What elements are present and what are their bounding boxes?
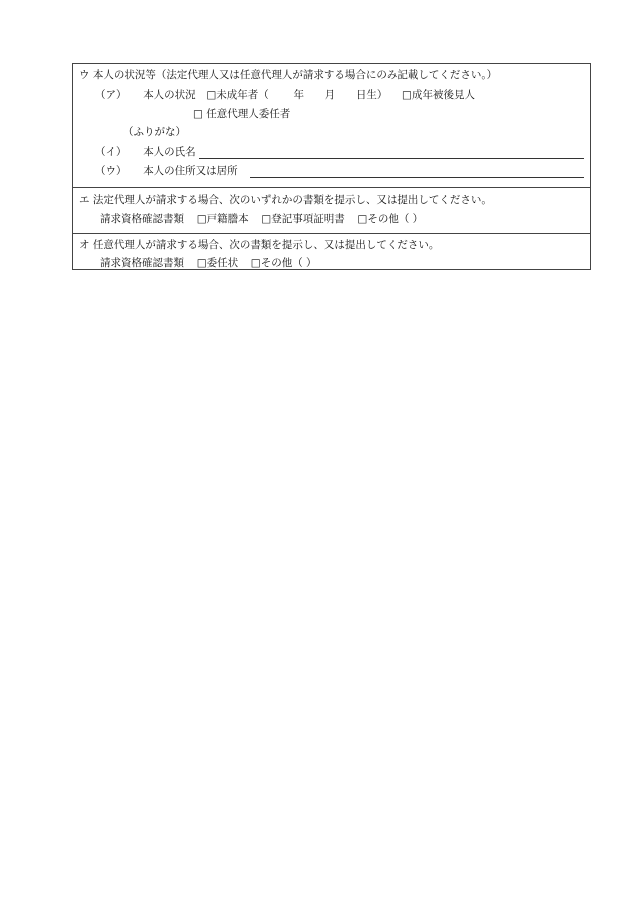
name-row [95, 147, 196, 158]
principal-status-form [72, 63, 591, 270]
legal-other-checkbox[interactable]: □その他（ ） [357, 213, 424, 225]
furigana-label: （ふりがな） [123, 126, 186, 138]
principal-address-field[interactable] [250, 177, 584, 178]
birth-day-label: 日生） [355, 89, 388, 101]
family-register-checkbox[interactable]: □戸籍謄本 [196, 213, 249, 225]
item-i-label: （イ） [95, 146, 127, 158]
item-u-label: （ウ） [95, 165, 127, 177]
birth-year-label: 年 [293, 89, 304, 101]
voluntary-principal-checkbox[interactable]: □ 任意代理人委任者 [193, 108, 291, 120]
section-o-heading: オ 任意代理人が請求する場合、次の書類を提示し、又は提出してください。 [79, 239, 440, 251]
item-i-text: 本人の氏名 [143, 146, 196, 158]
section-voluntary-representative [73, 234, 590, 269]
legal-docs-label: 請求資格確認書類 [100, 213, 184, 225]
section-legal-representative [73, 188, 590, 234]
section-principal-status [73, 64, 590, 188]
birth-month-label: 月 [324, 89, 336, 101]
registry-certificate-checkbox[interactable]: □登記事項証明書 [261, 213, 345, 225]
voluntary-docs-row [100, 258, 317, 269]
legal-docs-row [100, 214, 423, 225]
item-u-text: 本人の住所又は居所 [143, 165, 238, 177]
power-of-attorney-checkbox[interactable]: □委任状 [196, 257, 239, 269]
principal-name-field[interactable] [199, 158, 584, 159]
adult-guardian-checkbox[interactable]: □成年被後見人 [402, 89, 475, 101]
section-u-heading: ウ 本人の状況等（法定代理人又は任意代理人が請求する場合にのみ記載してください。） [79, 69, 498, 81]
status-row [95, 90, 475, 101]
address-row [95, 166, 238, 177]
voluntary-other-checkbox[interactable]: □その他（ ） [250, 257, 317, 269]
section-e-heading: エ 法定代理人が請求する場合、次のいずれかの書類を提示し、又は提出してください。 [79, 194, 492, 206]
minor-checkbox[interactable]: □未成年者（ [206, 89, 269, 101]
item-a-text: 本人の状況 [143, 89, 196, 101]
voluntary-docs-label: 請求資格確認書類 [100, 257, 184, 269]
item-a-label: （ア） [95, 89, 127, 101]
